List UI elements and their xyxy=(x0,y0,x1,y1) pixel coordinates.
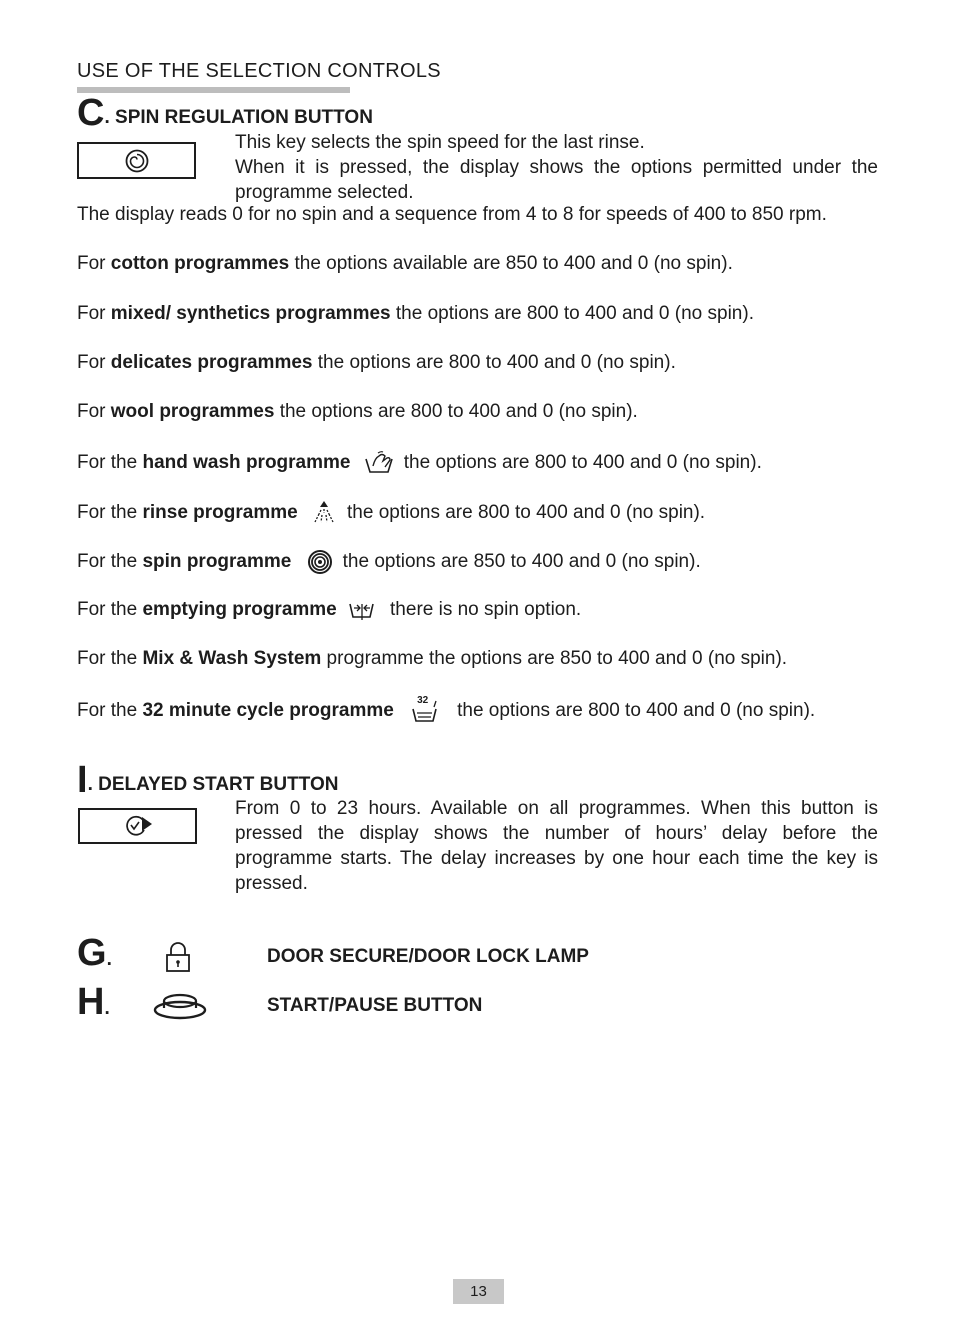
page-heading: USE OF THE SELECTION CONTROLS xyxy=(77,60,441,82)
spin-key-desc-line-1: This key selects the spin speed for the last rinse. xyxy=(235,132,645,153)
section-i-dot: . xyxy=(87,774,93,795)
option-post: there is no spin option. xyxy=(390,599,582,621)
option-programme-name: cotton programmes xyxy=(110,253,290,274)
section-i-title: DELAYED START BUTTON xyxy=(98,774,339,795)
rinse-icon xyxy=(311,500,337,526)
section-c-dot: . xyxy=(104,107,110,128)
spin-key-desc-line-2: When it is pressed, the display shows the options permitted under the programme selected. xyxy=(235,157,878,203)
start-pause-label: START/PAUSE BUTTON xyxy=(267,995,483,1016)
option-programme-name: hand wash programme xyxy=(142,452,351,474)
option-line-synthetics xyxy=(77,303,754,325)
section-i-letter: I xyxy=(77,759,88,801)
section-g-dot: . xyxy=(106,949,112,970)
delayed-start-description: From 0 to 23 hours. Available on all programmes. When this button is pressed the display shows the number of hours’ delay before the programme starts. The delay increases by one hour each time the key is pressed. xyxy=(235,798,878,894)
option-line-hand-wash xyxy=(77,450,762,476)
option-line-wool xyxy=(77,401,638,423)
section-g-letter: G xyxy=(77,932,107,974)
option-pre: For xyxy=(77,253,111,274)
option-pre: For the xyxy=(77,599,143,621)
option-pre: For the xyxy=(77,700,143,722)
option-post: the options are 850 to 400 and 0 (no spin). xyxy=(342,551,701,573)
spin-key-description xyxy=(235,130,878,205)
option-post: programme the options are 850 to 400 and 0 (no spin). xyxy=(321,648,788,669)
option-programme-name: mixed/ synthetics programmes xyxy=(110,303,391,324)
option-post: the options are 800 to 400 and 0 (no spin). xyxy=(403,452,762,474)
option-post: the options available are 850 to 400 and 0 (no spin). xyxy=(289,253,733,274)
32-minute-icon xyxy=(411,695,443,724)
page-number: 13 xyxy=(453,1279,504,1304)
option-pre: For the xyxy=(77,502,143,524)
option-line-mix-wash xyxy=(77,648,787,670)
spin-regulation-key[interactable] xyxy=(77,142,196,179)
section-c-letter: C xyxy=(77,92,105,134)
option-programme-name: delicates programmes xyxy=(110,352,313,373)
section-c-heading xyxy=(77,92,373,135)
section-h-dot: . xyxy=(104,998,110,1019)
option-pre: For the xyxy=(77,648,143,669)
option-pre: For the xyxy=(77,551,143,573)
option-pre: For xyxy=(77,303,111,324)
spin-icon xyxy=(307,549,333,575)
option-post: the options are 800 to 400 and 0 (no spin). xyxy=(312,352,676,373)
padlock-icon xyxy=(164,941,192,973)
32-minute-icon-label: 32 xyxy=(417,695,429,706)
option-post: the options are 800 to 400 and 0 (no spin). xyxy=(274,401,638,422)
section-h-letter: H xyxy=(77,981,105,1023)
delay-clock-icon xyxy=(122,813,156,839)
option-programme-name: spin programme xyxy=(142,551,292,573)
option-line-delicates xyxy=(77,352,676,374)
start-pause-icon xyxy=(152,991,208,1021)
option-pre: For xyxy=(77,401,111,422)
drain-icon xyxy=(348,599,376,621)
option-pre: For the xyxy=(77,452,143,474)
section-c-title: SPIN REGULATION BUTTON xyxy=(115,107,373,128)
option-pre: For xyxy=(77,352,111,373)
display-note: The display reads 0 for no spin and a sequence from 4 to 8 for speeds of 400 to 850 rpm. xyxy=(77,204,827,225)
option-post: the options are 800 to 400 and 0 (no spin). xyxy=(390,303,754,324)
option-line-cotton xyxy=(77,253,733,275)
spin-icon xyxy=(124,148,150,174)
option-programme-name: wool programmes xyxy=(110,401,275,422)
option-post: the options are 800 to 400 and 0 (no spin). xyxy=(457,700,816,722)
option-line-32-minute xyxy=(77,695,816,724)
option-programme-name: emptying programme xyxy=(142,599,337,621)
delayed-start-key[interactable] xyxy=(78,808,197,844)
option-line-rinse xyxy=(77,500,705,526)
section-h-heading xyxy=(77,981,110,1024)
option-programme-name: Mix & Wash System xyxy=(142,648,322,669)
option-post: the options are 800 to 400 and 0 (no spin). xyxy=(347,502,706,524)
door-lock-lamp-label: DOOR SECURE/DOOR LOCK LAMP xyxy=(267,946,589,967)
hand-wash-icon xyxy=(364,450,396,476)
option-programme-name: rinse programme xyxy=(142,502,298,524)
option-line-spin xyxy=(77,549,701,575)
section-g-heading xyxy=(77,932,112,975)
option-line-emptying xyxy=(77,599,581,621)
option-programme-name: 32 minute cycle programme xyxy=(142,700,394,722)
